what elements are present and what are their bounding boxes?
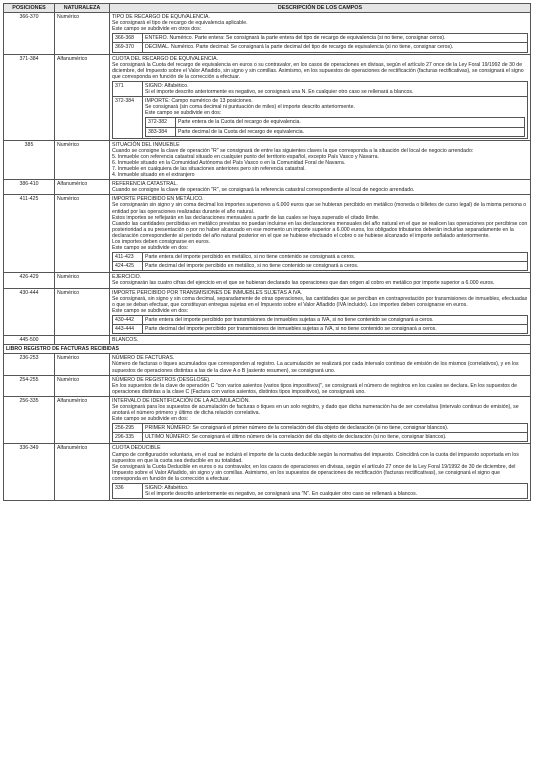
section-header [4, 345, 531, 354]
subfield-position: 411-423 [113, 253, 143, 262]
subfield-position: 336 [113, 484, 143, 499]
fields-table [3, 3, 531, 501]
nature-cell: Numérico [55, 375, 110, 396]
field-title: CUOTA DEDUCIBLE [112, 445, 161, 452]
subfield-table [112, 252, 528, 271]
subfield-text: ENTERO. Numérico. Parte entera: Se consignará la parte entera del tipo de recargo de equivalencia (si no tiene, consignar ceros). [145, 35, 446, 42]
subfield-text: Parte entera del importe percibido por transmisiones de inmuebles sujetas a IVA, si no tiene contenido se consignará a ceros. [145, 316, 434, 323]
subfield-description [143, 262, 528, 271]
subfield-text: Parte decimal del importe percibido en metálico, si no tiene contenido se consignará a ceros. [145, 263, 359, 270]
subfield-description [143, 315, 528, 324]
field-description-line: 5. Inmueble con referencia catastral situado en cualquier punto del territorio español, excepto País Vasco y Navarra. [112, 153, 379, 160]
table-row [4, 54, 531, 140]
field-description-line: 6. Inmueble situado en la Comunidad Autónoma del País Vasco o en la Comunidad Foral de Navarra. [112, 159, 346, 166]
description-cell [110, 336, 531, 345]
nested-subfield-description: Parte decimal de la Cuota del recargo de equivalencia. [176, 127, 525, 136]
nested-subfield-position: 372-382 [146, 118, 176, 127]
field-description-line: Se consignará para los supuestos de acumulación de facturas o tiques en un solo registro, y dado que dicha numeración ha de ser correlativa (intervalo continuo de emisión), se anotará el número primero y último de dicha relación correlativa. [112, 403, 519, 417]
section-title: LIBRO REGISTRO DE FACTURAS RECIBIDAS [4, 345, 531, 354]
subfield-row [113, 325, 528, 334]
description-cell [110, 288, 531, 336]
nature-cell: Alfanumérico [55, 54, 110, 140]
field-description-line: Cuando las cantidades percibidas en metálico previstas no puedan incluirse en las declaraciones mensuales del año natural en el que se realicen las operaciones por percibirse con posterioridad a su presentación o por no haber alcanzado en ese momento un importe superior a 6.000 euros, los obligados tributarios deberán incluirlas separadamente en la declaración correspondiente al periodo del año natural posterior en el que se hubiese efectuado el cobro o se hubiese alcanzado el importe señalado anteriormente. [112, 220, 528, 239]
field-description-line: Se consignarán sin signo y sin coma decimal los importes superiores a 6.000 euros que se hubieran percibido en metálico (moneda o billetes de curso legal) de la misma persona o entidad por las operaciones realizadas durante el año natural. [112, 202, 527, 215]
table-row [4, 180, 531, 195]
position-cell: 411-425 [4, 195, 55, 273]
subfield-table [112, 33, 528, 52]
description-cell [110, 180, 531, 195]
subfield-position: 430-442 [113, 315, 143, 324]
table-row [4, 336, 531, 345]
position-cell: 254-255 [4, 375, 55, 396]
subfield-description [143, 325, 528, 334]
nature-cell: Numérico [55, 13, 110, 54]
field-description-line: Se consignará, sin signo y sin coma decimal, separadamente de otras operaciones, las cantidades que se perciban en contraprestación por transmisiones de inmuebles, efectuadas o que se deban efectuar, que constituyan entregas sujetas en el Impuesto sobre el Valor Añadido (IVA incluido). Los importes deben consignarse en euros. [112, 295, 528, 308]
position-cell: 386-410 [4, 180, 55, 195]
table-row [4, 195, 531, 273]
nature-cell: Numérico [55, 273, 110, 288]
table-body-records [4, 13, 531, 345]
field-description-line: Este campo se subdivide en dos: [112, 307, 189, 314]
description-cell [110, 273, 531, 288]
field-description-line: Se consignarán las cuatro cifras del ejercicio en el que se hubieran declarado las operaciones que dan origen al cobro en metálico por importe superior a 6.000 euros. [112, 280, 495, 287]
nested-subfield-row [146, 118, 525, 127]
field-title: IMPORTE PERCIBIDO POR TRANSMISIONES DE INMUEBLES SUJETAS A IVA. [112, 289, 303, 296]
subfield-description [143, 433, 528, 442]
subfield-table [112, 315, 528, 334]
description-cell [110, 13, 531, 54]
header-description: DESCRIPCIÓN DE LOS CAMPOS [110, 4, 531, 13]
subfield-text: PRIMER NÚMERO: Se consignará el primer número de la correlación del día objeto de declaración (si no tiene, consignar blancos). [145, 425, 449, 432]
subfield-description [143, 81, 528, 96]
position-cell: 426-429 [4, 273, 55, 288]
field-description-line: Estos importes se reflejarán en las declaraciones mensuales a partir de las cuales se haya superado el citado límite. [112, 214, 380, 221]
position-cell: 366-370 [4, 13, 55, 54]
nature-cell: Alfanumérico [55, 396, 110, 444]
field-title: SITUACIÓN DEL INMUEBLE [112, 141, 180, 148]
field-description-line: Campo de configuración voluntaria, en el cual se incluirá el importe de la cuota deducible según la normativa del impuesto. Coincidirá con la cuota del impuesto soportada en los supuestos en que la cuota sea deducible en su totalidad. [112, 451, 519, 464]
nature-cell: Numérico [55, 354, 110, 375]
subfield-text: ULTIMO NÚMERO: Se consignará el último número de la correlación del día objeto de declaración (si no tiene, consignar blancos). [145, 434, 447, 441]
subfield-description [143, 34, 528, 43]
field-description-line: Número de facturas o tiques acumulados que corresponden al registro. La acumulación se realizará por cada intervalo continuo de emisión de los mismos (correlativos), y en los supuestos de operaciones distintas a las de la clave A o B (asiento resumen), se consignará uno. [112, 361, 519, 374]
field-description-line: 7. Inmueble en cualquiera de las situaciones anteriores pero sin referencia catastral. [112, 165, 306, 172]
description-cell [110, 54, 531, 140]
nature-cell: Alfanumérico [55, 444, 110, 501]
subfield-position: 366-368 [113, 34, 143, 43]
document-page [3, 3, 530, 501]
subfield-description [143, 484, 528, 499]
nature-cell [55, 336, 110, 345]
subfield-row [113, 484, 528, 499]
position-cell: 371-384 [4, 54, 55, 140]
subfield-row [113, 315, 528, 324]
table-row [4, 444, 531, 501]
position-cell: 430-444 [4, 288, 55, 336]
table-row [4, 288, 531, 336]
field-title: BLANCOS. [112, 337, 139, 344]
field-title: INTERVALO DE IDENTIFICACIÓN DE LA ACUMULACIÓN. [112, 397, 250, 404]
position-cell: 385 [4, 140, 55, 180]
subfield-row [113, 262, 528, 271]
table-row [4, 375, 531, 396]
subfield-position: 424-425 [113, 262, 143, 271]
subfield-text: SIGNO: Alfabético. Si el importe descrito anteriormente es negativo, se consignará una "N". En cualquier otro caso se rellenará a blancos. [145, 485, 418, 498]
header-nature: NATURALEZA [55, 4, 110, 13]
nature-cell: Numérico [55, 140, 110, 180]
subfield-position: 443-444 [113, 325, 143, 334]
field-description-line: Cuando se consigne la clave de operación "R" se consignará de entre las siguientes claves la que corresponda a la situación del local de negocio arrendado: [112, 147, 474, 154]
field-description-line: 4. Inmueble situado en el extranjero [112, 172, 195, 179]
description-cell [110, 375, 531, 396]
nested-subfield-table [145, 117, 525, 136]
subfield-text: IMPORTE: Campo numérico de 13 posiciones. Se consignará (sin coma decimal ni puntuación de miles) el importe descrito anteriormente. Este campo se subdivide en dos: [145, 98, 355, 117]
field-description-line: Se consignará la Cuota del recargo de equivalencia en euros o su contravalor, en los casos de operaciones en divisas, según el artículo 27 once de la Ley Foral 19/1992 de 30 de diciembre, del Impuesto sobre el Valor Añadido, sin signo y sin comillas. Asimismo, en los supuestos de operaciones de rectificación (facturas rectificativas), se consignará el signo que corresponda en función de la corrección a efectuar. [112, 61, 524, 80]
description-cell [110, 354, 531, 375]
subfield-text: DECIMAL. Numérico. Parte decimal: Se consignará la parte decimal del tipo de recargo de equivalencia (si no tiene, consignar ceros). [145, 44, 454, 51]
field-title: TIPO DE RECARGO DE EQUIVALENCIA. [112, 14, 210, 21]
table-header-row [4, 4, 531, 13]
field-description-line: Este campo se subdivide en otros dos: [112, 26, 202, 33]
subfield-position: 369-370 [113, 43, 143, 52]
field-description-line: Este campo se subdivide en dos: [112, 245, 189, 252]
subfield-row [113, 34, 528, 43]
subfield-description [143, 97, 528, 138]
field-title: REFERENCIA CATASTRAL. [112, 181, 178, 188]
field-title: NÚMERO DE FACTURAS. [112, 355, 175, 362]
nested-subfield-position: 383-384 [146, 127, 176, 136]
description-cell [110, 444, 531, 501]
subfield-text: SIGNO: Alfabético. Si el importe descrito anteriormente es negativo, se consignará una N. En cualquier otro caso se rellenará a blancos. [145, 82, 414, 96]
table-body-received-invoices [4, 354, 531, 501]
table-row [4, 273, 531, 288]
subfield-table [112, 423, 528, 442]
header-positions: POSICIONES [4, 4, 55, 13]
subfield-description [143, 253, 528, 262]
subfield-table [112, 483, 528, 499]
subfield-row [113, 43, 528, 52]
nested-subfield-description: Parte entera de la Cuota del recargo de equivalencia. [176, 118, 525, 127]
subfield-row [113, 253, 528, 262]
field-title: NÚMERO DE REGISTROS (DESGLOSE). [112, 376, 211, 383]
table-row [4, 396, 531, 444]
nature-cell: Numérico [55, 195, 110, 273]
nature-cell: Alfanumérico [55, 180, 110, 195]
subfield-description [143, 424, 528, 433]
nested-subfield-row [146, 127, 525, 136]
subfield-description [143, 43, 528, 52]
description-cell [110, 195, 531, 273]
field-description-line: Se consignará el tipo de recargo de equivalencia aplicable. [112, 20, 248, 27]
table-row [4, 140, 531, 180]
field-description-line: Los importes deben consignarse en euros. [112, 239, 211, 245]
table-row [4, 354, 531, 375]
description-cell [110, 396, 531, 444]
table-row [4, 13, 531, 54]
field-title: IMPORTE PERCIBIDO EN METÁLICO. [112, 196, 204, 203]
subfield-table [112, 81, 528, 139]
position-cell: 236-253 [4, 354, 55, 375]
field-description-line: En los supuestos de la clave de operación C "con varios asientos (varios tipos impositivos)", se consignará el número de registros en los cuales se declara. En los supuestos de operaciones distintas a la clave C (Factura con varios asientos, distintos tipos impositivos), se consignará uno. [112, 382, 518, 395]
field-title: EJERCICIO. [112, 274, 142, 281]
field-description-line: Este campo se subdivide en dos: [112, 416, 189, 423]
subfield-row [113, 81, 528, 96]
field-description-line: Se consignará la Cuota Deducible en euros o su contravalor, en los casos de operaciones en divisas, según el artículo 27 once de la Ley Foral 19/1992 de 30 de diciembre, del Impuesto sobre el Valor Añadido, sin signo y sin comillas. Asimismo, en los supuestos de operaciones de rectificación (facturas rectificativas), se consignará el signo que corresponda en función de la corrección a efectuar. [112, 463, 516, 482]
subfield-position: 372-384 [113, 97, 143, 138]
subfield-row [113, 97, 528, 138]
nature-cell: Numérico [55, 288, 110, 336]
position-cell: 336-349 [4, 444, 55, 501]
position-cell: 256-335 [4, 396, 55, 444]
subfield-row [113, 433, 528, 442]
subfield-position: 371 [113, 81, 143, 96]
subfield-position: 256-295 [113, 424, 143, 433]
field-description-line: Cuando se consigne la clave de operación "R", se consignará la referencia catastral correspondiente al local de negocio arrendado. [112, 187, 415, 194]
subfield-text: Parte entera del importe percibido en metálico, si no tiene contenido se consignará a ceros. [145, 254, 356, 261]
field-title: CUOTA DEL RECARGO DE EQUIVALENCIA. [112, 55, 218, 62]
position-cell: 445-500 [4, 336, 55, 345]
subfield-row [113, 424, 528, 433]
subfield-text: Parte decimal del importe percibido por transmisiones de inmuebles sujetas a IVA, si no tiene contenido se consignará a ceros. [145, 326, 437, 333]
subfield-position: 296-335 [113, 433, 143, 442]
description-cell [110, 140, 531, 180]
